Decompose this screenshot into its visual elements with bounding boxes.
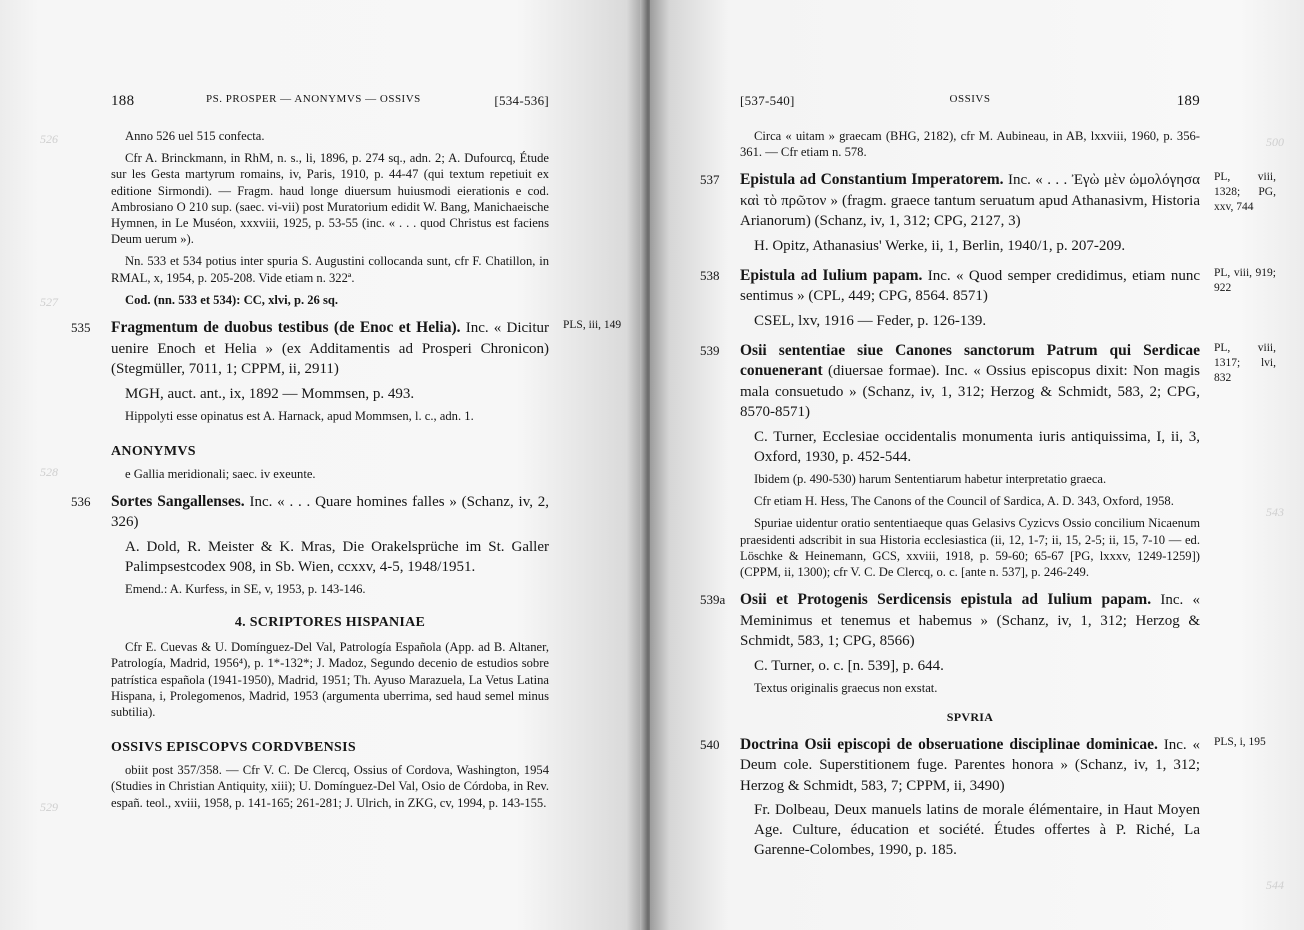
bleed-through-marks: 526 (40, 132, 58, 146)
left-running-title: PS. PROSPER — ANONYMVS — OSSIVS (206, 93, 421, 105)
right-running-title: OSSIVS (949, 93, 991, 105)
entry-incipit: Inc. « Dicitur uenire Enoch et Helia » (ex Additamentis ad Prosperi Chronicon) (Stegmüller, 7011, 1; CPPM, ii, 2911) (111, 320, 550, 378)
entry-incipit: Inc. « Deum cole. Superstitionem fuge. Parentes honora » (Schanz, iv, 1, 312; Herzog & Schmidt, 583, 7; CPPM, ii, 3490) (740, 736, 1201, 794)
entry-side-reference: PL, viii, 919; 922 (1214, 266, 1276, 294)
entry-side-reference: PLS, iii, 149 (563, 319, 622, 332)
bleed-through-marks: 500 (1266, 135, 1284, 149)
left-entry-range: [534-536] (494, 93, 549, 108)
entry-title: Fragmentum de duobus testibus (de Enoc et Helia). (111, 319, 461, 337)
left-page (0, 0, 646, 930)
note: Cfr etiam H. Hess, The Canons of the Council of Sardica, A. D. 343, Oxford, 1958. (754, 494, 1174, 509)
note: Textus originalis graecus non exstat. (754, 680, 938, 695)
edition-reference: CSEL, lxv, 1916 — Feder, p. 126-139. (754, 312, 987, 329)
right-page-number: 189 (1176, 93, 1200, 109)
bleed-through-marks: 544 (1266, 878, 1284, 892)
entry-incipit: Inc. « Meminimus et tenemus et habemus » (Schanz, iv, 1, 312; Herzog & Schmidt, 583, 1; CPG, 8566) (740, 592, 1200, 650)
entry-538 (700, 266, 1276, 307)
note: Spuriae uidentur oratio sententiaeque quas Gelasivs Cyzicvs Ossio concilium Nicaenum praesidenti adscribit in sua Historia ecclesiastica (ii, 12, 1-7; ii, 15, 2-5; ii, 15, 7-10 — ed. Löschke & Heinemann, GCS, xxviii, 1918, p. 59-60; 65-67 [PG, lxxxv, 1249-1259]) (CPPM, ii, 1300); cfr V. C. De Clercq, o. c. [ante n. 537], p. 246-249. (740, 516, 1200, 579)
edition-reference: Fr. Dolbeau, Deux manuels latins de morale élémentaire, in Haut Moyen Age. Culture, éducation et société. Études offertes à P. Riché, La Garenne-Colombes, 1990, p. 185. (754, 802, 1200, 859)
left-running-head (111, 93, 549, 110)
entry-incipit: (diuersae formae). Inc. « Ossius episcopus dixit: Non magis mala consuetudo » (Schanz, iv, 1, 312; Herzog & Schmidt, 583, 2; CPG, 8570-8571) (740, 363, 1200, 421)
entry-537 (700, 170, 1276, 232)
paragraph: Nn. 533 et 534 potius inter spuria S. Augustini collocanda sunt, cfr F. Chatillon, in RMAL, x, 1954, p. 205-208. Vide etiam n. 322ª. (111, 254, 549, 285)
entry-incipit: Inc. « Quod semper credidimus, etiam nunc sentimus » (CPL, 449; CPG, 8564. 8571) (740, 267, 1200, 305)
entry-540 (700, 735, 1266, 797)
edition-reference: A. Dold, R. Meister & K. Mras, Die Orakelsprüche im St. Galler Palimpsestcodex 908, in Sb. Wien, ccxxv, 4-5, 1948/1951. (125, 538, 549, 575)
left-page-number: 188 (111, 93, 135, 109)
entry-title: Doctrina Osii episcopi de obseruatione disciplinae dominicae. (740, 735, 1158, 753)
section-heading-ossius: OSSIVS EPISCOPVS CORDVBENSIS (111, 740, 356, 756)
section-heading-scriptores-hispaniae: 4. SCRIPTORES HISPANIAE (234, 615, 426, 631)
paragraph: Cod. (nn. 533 et 534): CC, xlvi, p. 26 sq. (125, 292, 339, 307)
bleed-through-marks: 528 (40, 465, 58, 479)
entry-number: 539a (700, 592, 726, 608)
paragraph: Anno 526 uel 515 confecta. (125, 129, 265, 143)
bleed-through-marks: 527 (40, 295, 58, 309)
entry-536 (71, 492, 550, 533)
right-running-head (740, 93, 1200, 109)
bleed-through-marks: 529 (40, 800, 58, 814)
entry-side-reference: PL, viii, 1328; PG, xxv, 744 (1214, 171, 1276, 214)
edition-reference: C. Turner, o. c. [n. 539], p. 644. (754, 657, 944, 674)
edition-reference: H. Opitz, Athanasius' Werke, ii, 1, Berlin, 1940/1, p. 207-209. (754, 237, 1126, 254)
entry-incipit: Inc. « . . . Ἐγὼ μὲν ὡμολόγησα καὶ τὸ πρῶτον » (fragm. graece tantum seruatum apud Athanasivm, Historia Arianorum) (Schanz, iv, 1, 312; CPG, 2127, 3) (740, 172, 1200, 230)
note: Hippolyti esse opinatus est A. Harnack, apud Mommsen, l. c., adn. 1. (125, 408, 474, 423)
entry-number: 539 (700, 342, 720, 358)
entry-side-reference: PLS, i, 195 (1214, 735, 1266, 748)
entry-title: Sortes Sangallenses. (111, 492, 245, 510)
entry-number: 540 (700, 736, 720, 752)
note: e Gallia meridionali; saec. iv exeunte. (125, 466, 316, 481)
emendation-note: Emend.: A. Kurfess, in SE, v, 1953, p. 143-146. (125, 581, 366, 596)
entry-incipit: Inc. « . . . Quare homines falles » (Schanz, iv, 2, 326) (111, 493, 550, 531)
bleed-through-marks: 543 (1266, 505, 1284, 519)
paragraph: obiit post 357/358. — Cfr V. C. De Clercq, Ossius of Cordova, Washington, 1954 (Studies in Christian Antiquity, xiii); U. Domínguez-Del Val, Osio de Córdoba, in Rev. españ. teol., xviii, 1958, p. 141-165; 261-281; J. Ulrich, in ZKG, cv, 1994, p. 143-155. (111, 763, 549, 810)
left-column (71, 128, 622, 817)
entry-title: Epistula ad Iulium papam. (740, 266, 923, 284)
entry-title: Osii et Protogenis Serdicensis epistula ad Iulium papam. (740, 591, 1152, 609)
entry-number: 536 (71, 493, 91, 509)
section-heading-spuria: SPVRIA (946, 709, 994, 724)
entry-539a (700, 590, 1200, 652)
right-page (650, 0, 1304, 930)
entry-title: Epistula ad Constantium Imperatorem. (740, 171, 1004, 189)
paragraph: Cfr E. Cuevas & U. Domínguez-Del Val, Patrología Española (App. ad B. Altaner, Patrología, Madrid, 1956⁴), p. 1*-132*; J. Madoz, Segundo decenio de estudios sobre patrística española (1941-1950), Madrid, 1951; Th. Ayuso Marazuela, La Vetus Latina Hispana, i, Prolegomenos, Madrid, 1953 (argumenta uberrima, sed haud semel minus subtilia). (111, 640, 549, 719)
paragraph: Circa « uitam » graecam (BHG, 2182), cfr M. Aubineau, in AB, lxxviii, 1960, p. 356-361. — Cfr etiam n. 578. (740, 129, 1200, 160)
edition-reference: C. Turner, Ecclesiae occidentalis monumenta iuris antiquissima, I, ii, 3, Oxford, 1930, p. 452-544. (754, 428, 1200, 465)
entry-539 (700, 341, 1276, 423)
section-heading-anonymus: ANONYMVS (111, 443, 196, 459)
paragraph: Cfr A. Brinckmann, in RhM, n. s., li, 1896, p. 274 sq., adn. 2; A. Dufourcq, Étude sur les Gesta martyrum romains, iv, Paris, 1910, p. 44-47 (qui textum repetiuit ex editione Sirmondi). — Fragm. haud longe diuersum huiusmodi eierationis e cod. Ambrosiano O 210 sup. (saec. vi-vii) post Muratorium edidit W. Bang, Manichaeische Hymnen, in Le Muséon, xxxviii, 1925, p. 53-55 (inc. « . . . quod Christus est faciens Deum uerum »). (111, 151, 549, 247)
entry-number: 537 (700, 172, 720, 188)
entry-number: 535 (71, 320, 91, 336)
edition-reference: MGH, auct. ant., ix, 1892 — Mommsen, p. 493. (125, 385, 415, 402)
entry-title: Osii sententiae siue Canones sanctorum Patrum qui Serdicae conuenerant (740, 341, 1200, 380)
entry-535 (71, 318, 622, 380)
entry-number: 538 (700, 267, 720, 283)
entry-side-reference: PL, viii, 1317; lvi, 832 (1214, 341, 1276, 384)
right-entry-range: [537-540] (740, 93, 795, 108)
note: Ibidem (p. 490-530) harum Sententiarum habetur interpretatio graeca. (754, 471, 1107, 486)
